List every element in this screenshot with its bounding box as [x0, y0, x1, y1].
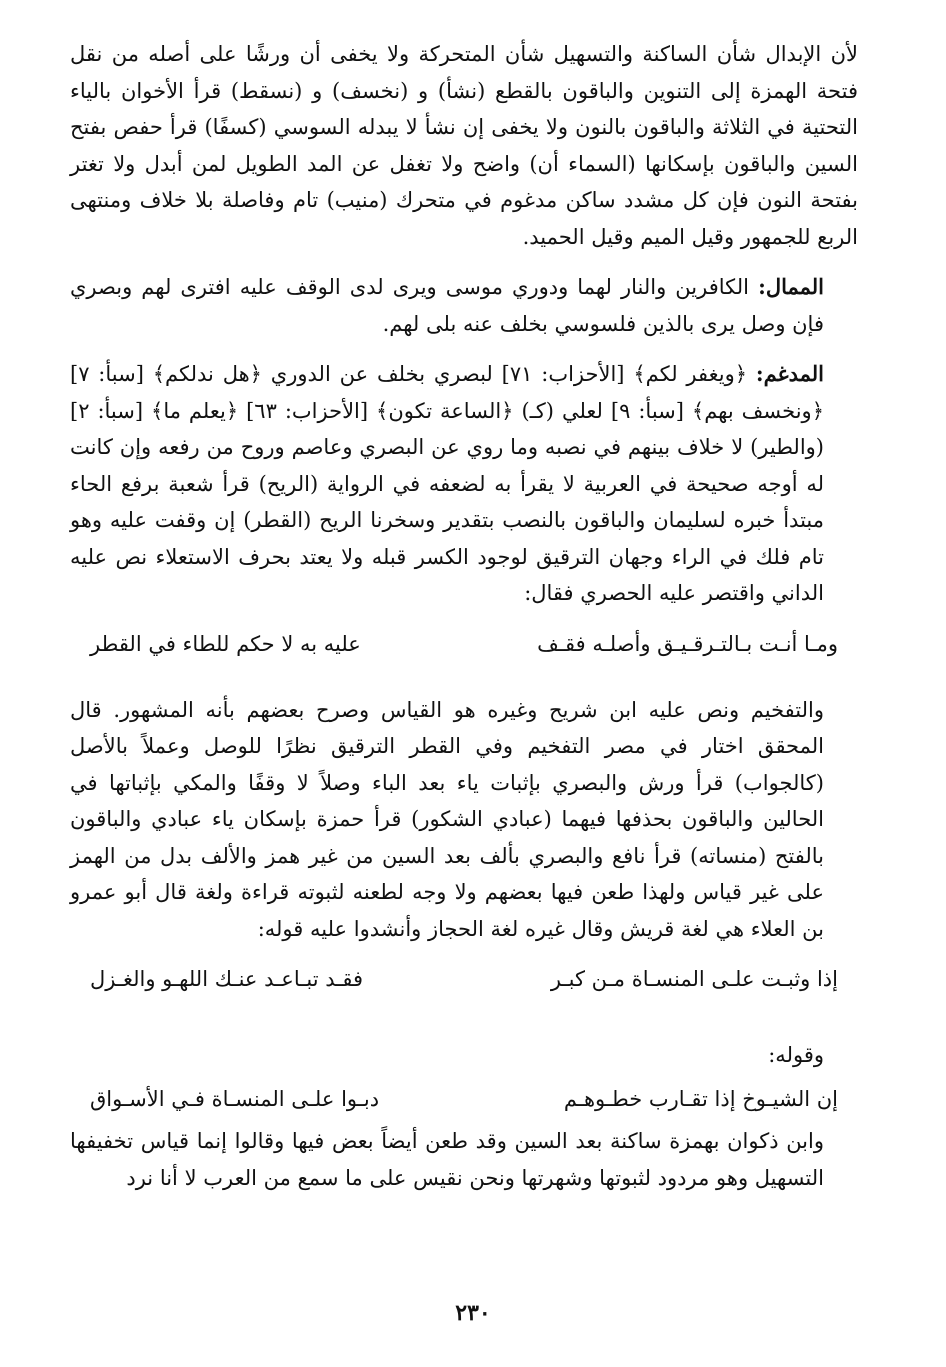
paragraph-1: لأن الإبدال شأن الساكنة والتسهيل شأن المتحركة ولا يخفى أن ورشًا على أصله من نقل فتحة الهمزة إلى التنوين والباقون بالقطع (نشأ) و (نخسف) و (نسقط) قرأ الأخوان بالياء التحتية في الثلاثة والباقون بالنون ولا يخفى إن نشأ لا يبدله السوسي (كسفًا) قرأ حفص بفتح السين والباقون بإسكانها (السماء أن) واضح ولا تغفل عن المد الطويل لمن أبدل ولا تغتر بفتحة النون فإن كل مشدد ساكن مدغوم في متحرك (منيب) تام وفاصلة بلا خلاف ومنتهى الربع للجمهور وقيل الميم وقيل الحميد.: [70, 42, 858, 249]
verse-3: [70, 1081, 858, 1117]
paragraph-mudgham-text: ﴿ويغفر لكم﴾ [الأحزاب: ٧١] لبصري بخلف عن الدوري ﴿هل ندلكم﴾ [سبأ: ٧] ﴿ونخسف بهم﴾ [سبأ: ٩] لعلي (كـ) ﴿الساعة تكون﴾ [الأحزاب: ٦٣] ﴿يعلم ما﴾ [سبأ: ٢] (والطير) لا خلاف بينهم في نصبه وما روي عن البصري وعاصم وروح من رفعه وإن كانت له أوجه صحيحة في العربية لا يقرأ به لضعفه في الرواية (الريح) قرأ شعبة برفع الحاء مبتدأ خبره لسليمان والباقون بالنصب بتقدير وسخرنا الريح (القطر) إن وقفت عليه وهو تام فلك في الراء وجهان الترقيق لوجود الكسر قبله ولا يعتد بحرف الاستعلاء نص عليه الداني واقتصر عليه الحصري فقال:: [70, 362, 824, 605]
verse-1-second-hemistich: عليه به لا حكم للطاء في القطر: [90, 631, 361, 656]
page-number: ٢٣٠: [455, 1300, 491, 1326]
page-body: [70, 36, 858, 1367]
paragraph-mumal: [70, 269, 858, 342]
paragraph-mudgham: [70, 356, 858, 612]
section-heading-mumal: الممال:: [758, 274, 824, 299]
paragraph-wa-qawluhu: وقوله:: [768, 1043, 824, 1067]
verse-3-first-hemistich: إن الشيـوخ إذا تقـارب خطـوهـم: [563, 1087, 838, 1111]
paragraph-tafkhim: والتفخيم ونص عليه ابن شريح وغيره هو القياس وصرح بعضهم بأنه المشهور. قال المحقق اختار في مصر التفخيم وفي القطر الترقيق نظرًا للوصل وعملاً بالأصل (كالجواب) قرأ ورش والبصري بإثبات ياء بعد الباء وصلاً لا وقفًا والمكي بإثباتها في الحالين والباقون بحذفها فيهما (عبادي الشكور) قرأ حمزة بإسكان ياء عبادي والباقون بالفتح (منساته) قرأ نافع والبصري بألف بعد السين من غير همز والألف بدل من الهمز على غير قياس ولهذا طعن فيها بعضهم ولا وجه لطعنه لثبوته قراءة ولغة قال أبو عمرو بن العلاء هي لغة قريش وقال غيره لغة الحجاز وأنشدوا عليه قوله:: [70, 697, 824, 941]
verse-1-first-hemistich: ومـا أنـت بـالتـرقـيـق وأصلـه فقـف: [537, 631, 838, 656]
section-heading-mudgham: المدغم:: [755, 361, 824, 386]
verse-2: [70, 961, 858, 997]
verse-2-first-hemistich: إذا وثبـت علـى المنسـاة مـن كبـر: [550, 967, 838, 991]
verse-1: [70, 626, 858, 662]
paragraph-mumal-text: الكافرين والنار لهما ودوري موسى ويرى لدى الوقف عليه افترى لهم وبصري فإن وصل يرى بالذين فلسوسي بخلف عنه بلى لهم.: [70, 275, 824, 336]
paragraph-ibn-dhakwan: وابن ذكوان بهمزة ساكنة بعد السين وقد طعن أيضاً بعض فيها وقالوا إنما قياس تخفيفها التسهيل وهو مردود لثبوتها وشهرتها ونحن نقيس على ما سمع من العرب لا أنا نرد: [70, 1129, 824, 1190]
verse-2-second-hemistich: فقـد تبـاعـد عنـك اللهـو والغـزل: [90, 967, 364, 991]
verse-3-second-hemistich: دبـوا علـى المنسـاة فـي الأسـواق: [90, 1087, 380, 1111]
